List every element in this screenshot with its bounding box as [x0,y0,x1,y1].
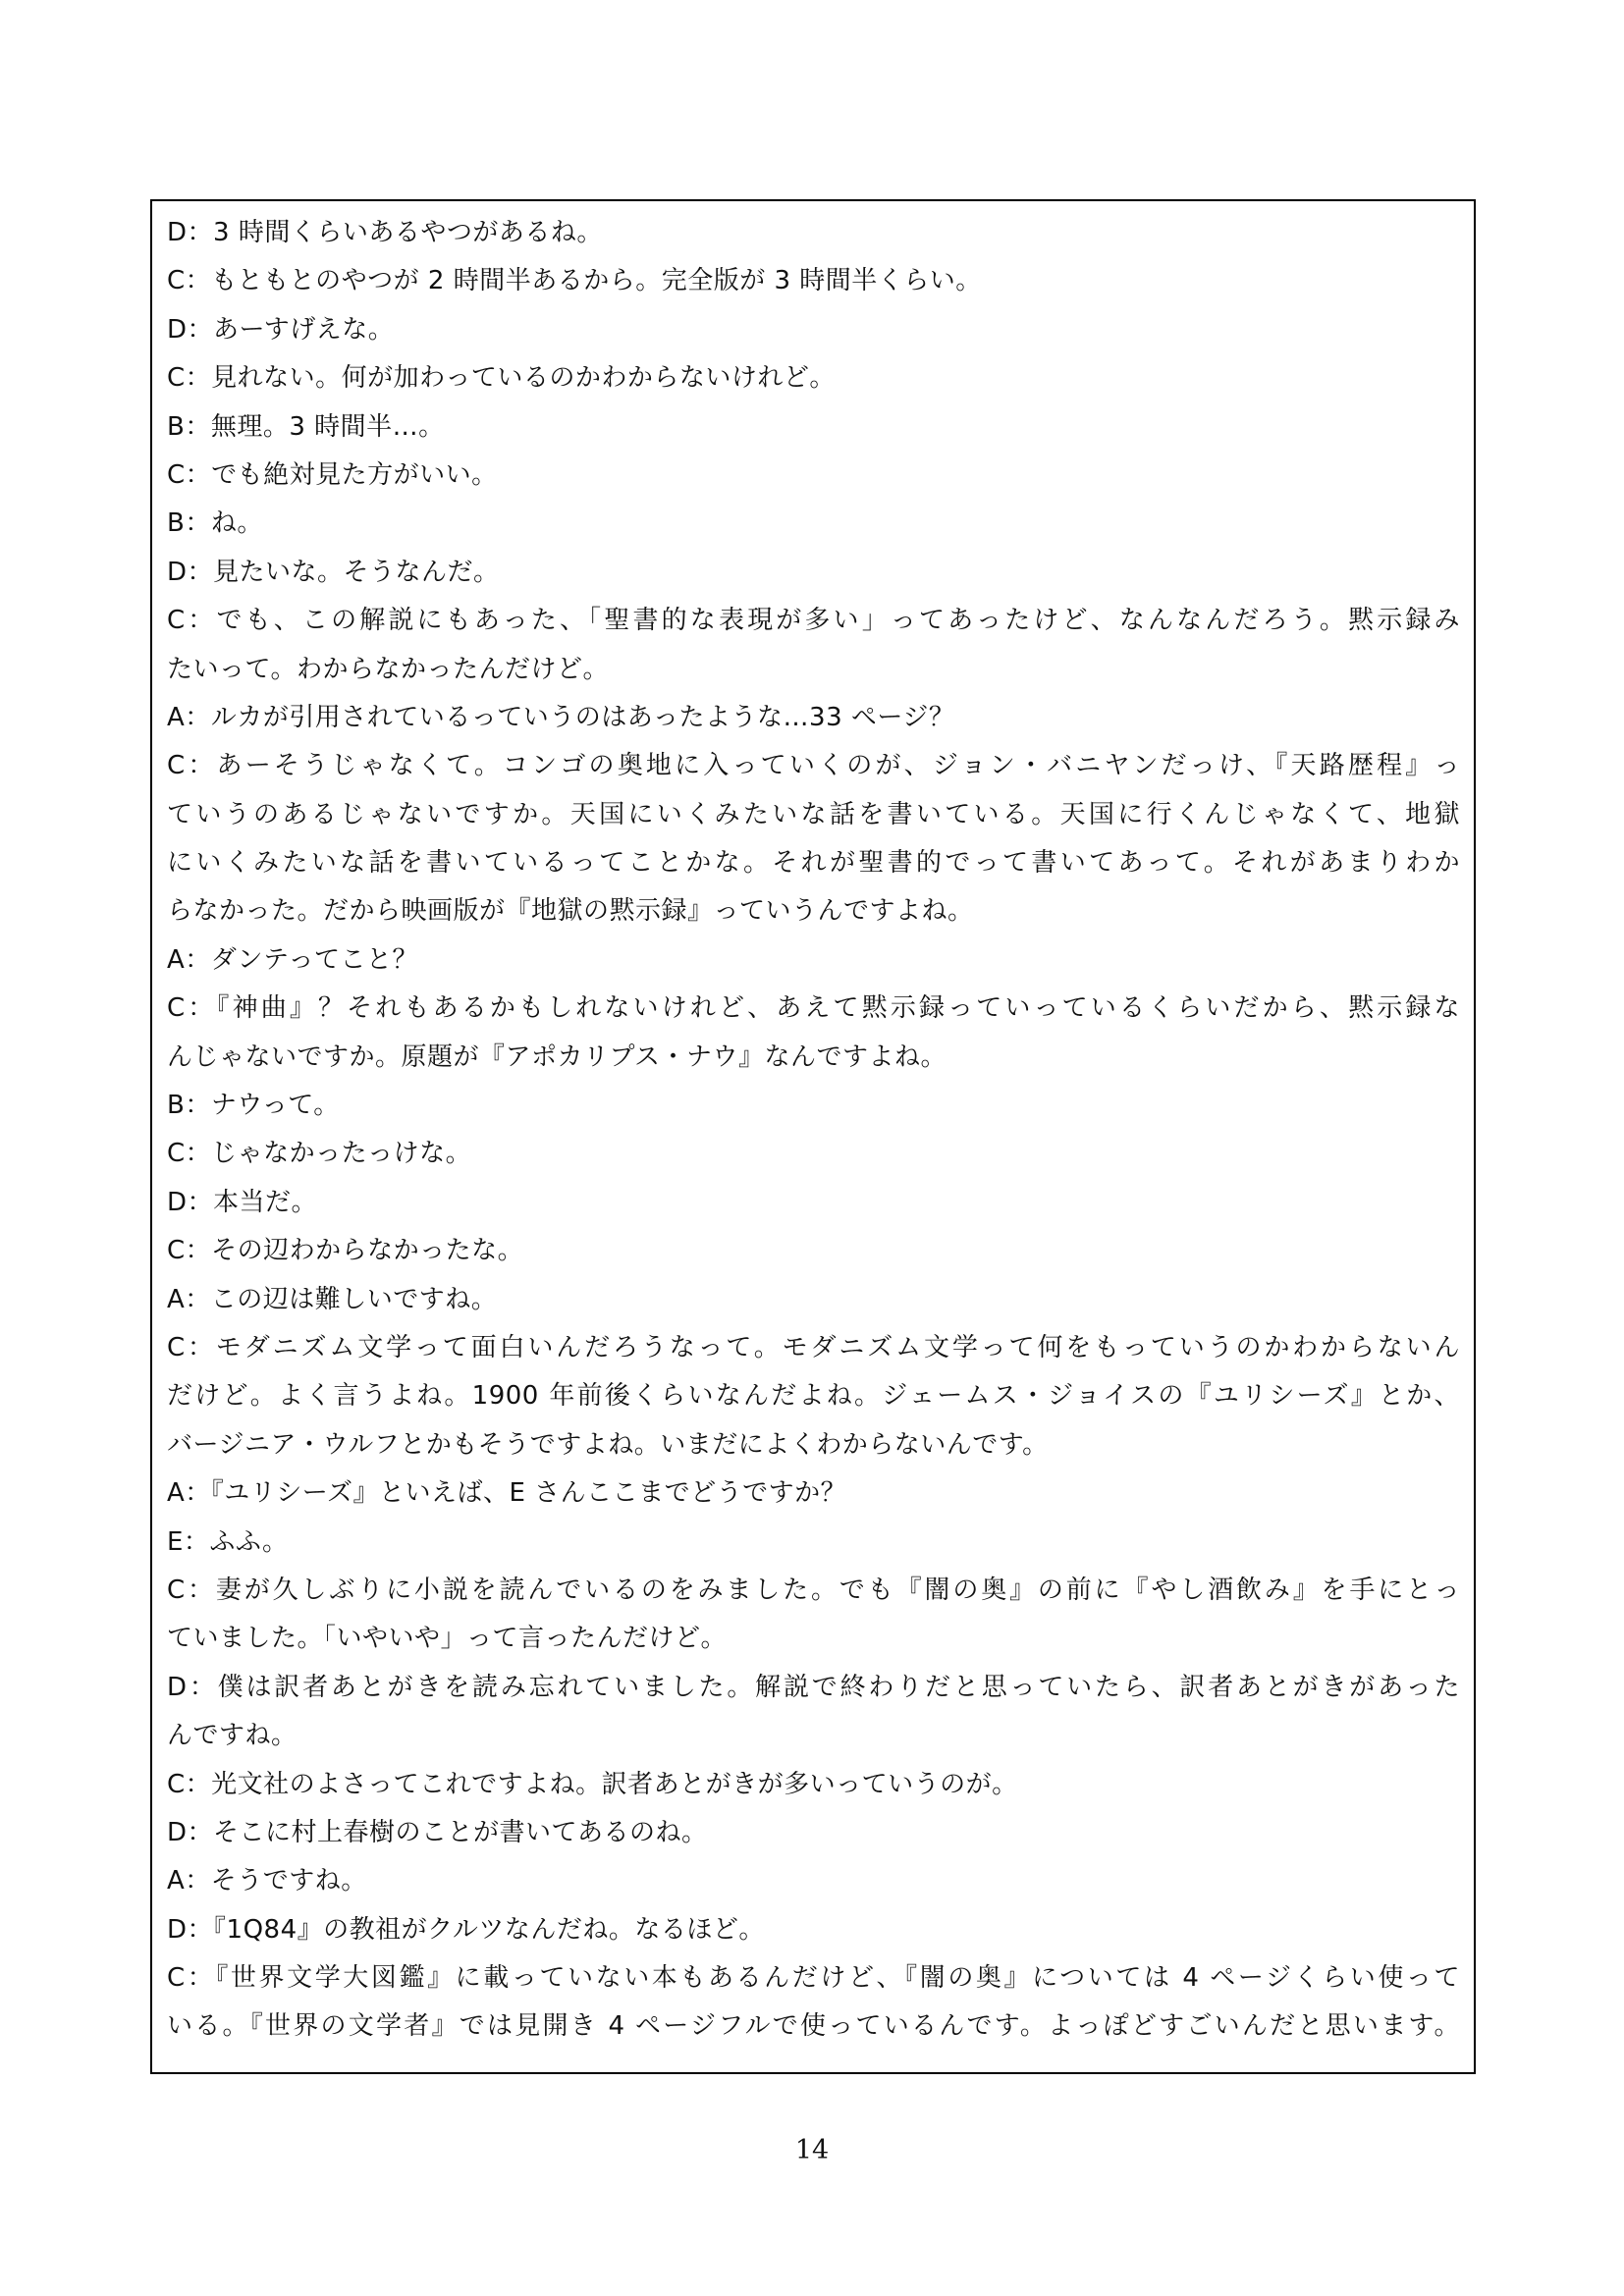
transcript-line: にいくみたいな話を書いているってことかな。それが聖書的でって書いてあって。それがあまりわか [167,848,1460,879]
transcript-line: だけど。よく言うよね。1900 年前後くらいなんだよね。ジェームス・ジョイスの『ユリシーズ』とか、 [167,1381,1460,1412]
transcript-line: C：その辺わからなかったな。 [167,1236,524,1266]
transcript-line: C：『神曲』？それもあるかもしれないけれど、あえて黙示録っていっているくらいだから、黙示録な [167,993,1460,1024]
transcript-box [150,199,1476,2074]
transcript-line: C：でも、この解説にもあった、「聖書的な表現が多い」ってあったけど、なんなんだろう。黙示録み [167,606,1460,636]
transcript-line: C：じゃなかったっけな。 [167,1139,472,1169]
transcript-line: C：モダニズム文学って面白いんだろうなって。モダニズム文学って何をもっていうのかわからないん [167,1332,1460,1362]
transcript-line: ていうのあるじゃないですか。天国にいくみたいな話を書いている。天国に行くんじゃなくて、地獄 [167,799,1460,829]
transcript-line: バージニア・ウルフとかもそうですよね。いまだによくわからないんです。 [167,1429,1049,1460]
transcript-line: たいって。わからなかったんだけど。 [167,654,609,684]
transcript-line: A：そうですね。 [167,1866,367,1896]
transcript-line: D：そこに村上春樹のことが書いてあるのね。 [167,1817,708,1847]
transcript-line: C：光文社のよさってこれですよね。訳者あとがきが多いっていうのが。 [167,1769,1018,1799]
transcript-line: らなかった。だから映画版が『地獄の黙示録』っていうんですよね。 [167,896,974,927]
transcript-line: C：妻が久しぶりに小説を読んでいるのをみました。でも『闇の奥』の前に『やし酒飲み』を手にとっ [167,1575,1460,1605]
transcript-line: D：『1Q84』の教祖がクルツなんだね。なるほど。 [167,1914,765,1945]
transcript-line: B：ナウって。 [167,1091,340,1121]
transcript-line: C：『世界文学大図鑑』に載っていない本もあるんだけど、『闇の奥』については 4 ページくらい使って [167,1963,1460,1994]
transcript-line: D：あーすげえな。 [167,314,395,345]
transcript-line: ていました。「いやいや」って言ったんだけど。 [167,1624,728,1654]
transcript-line: C：もともとのやつが 2 時間半あるから。完全版が 3 時間半くらい。 [167,266,982,296]
transcript-line: いる。『世界の文学者』では見開き 4 ページフルで使っているんです。よっぽどすごいんだと思います。 [167,2011,1460,2042]
transcript-line: C：見れない。何が加わっているのかわからないけれど。 [167,363,836,394]
transcript-line: D：本当だ。 [167,1187,318,1217]
transcript-line: E：ふふ。 [167,1526,289,1557]
transcript-line: んじゃないですか。原題が『アポカリプス・ナウ』なんですよね。 [167,1041,947,1072]
transcript-line: A：『ユリシーズ』といえば、E さんここまでどうですか？ [167,1478,847,1509]
transcript-line: D：僕は訳者あとがきを読み忘れていました。解説で終わりだと思っていたら、訳者あとがきがあった [167,1672,1460,1702]
transcript-line: A：ルカが引用されているっていうのはあったような…33 ページ？ [167,702,955,732]
transcript-line: D：3 時間くらいあるやつがあるね。 [167,218,603,247]
transcript-line: C：でも絶対見た方がいい。 [167,459,498,490]
page-number: 14 [794,2135,830,2165]
transcript-line: A：ダンテってこと？ [167,944,419,975]
transcript-line: D：見たいな。そうなんだ。 [167,557,500,587]
transcript-line: んですね。 [167,1721,298,1751]
transcript-line: A：この辺は難しいですね。 [167,1284,498,1314]
transcript-line: B：ね。 [167,508,263,539]
transcript-line: B：無理。3 時間半…。 [167,411,445,442]
transcript-line: C：あーそうじゃなくて。コンゴの奥地に入っていくのが、ジョン・バニヤンだっけ、『天路歴程』っ [167,751,1460,781]
